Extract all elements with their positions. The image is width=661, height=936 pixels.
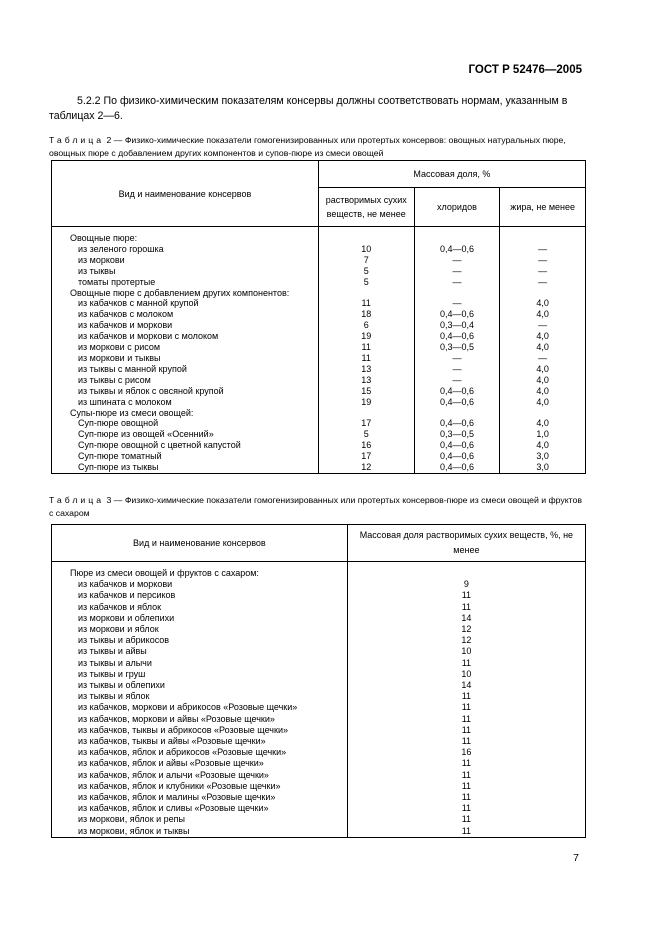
table2-cell-fat: 3,0 xyxy=(500,451,586,462)
table3-caption-text: 3 — Физико-химические показатели гомогенизированных или протертых консервов-пюре из смеси овощей и фруктов с сахаром xyxy=(49,495,582,518)
table2-row xyxy=(52,397,586,408)
table3-cell-value: 9 xyxy=(347,579,585,590)
table2-cell-chlorides: 0,4—0,6 xyxy=(414,418,500,429)
table3-cell-value: 10 xyxy=(347,646,585,657)
table2-row xyxy=(52,255,586,266)
table3-row xyxy=(52,669,586,680)
table3-cell-value xyxy=(347,568,585,579)
table2-cell-fat: 4,0 xyxy=(500,440,586,451)
table3-cell-value: 16 xyxy=(347,747,585,758)
table2-col-chlorides: хлоридов xyxy=(414,188,500,227)
table2-cell-solids: 5 xyxy=(318,266,414,277)
table2-cell-name: Суп-пюре овощной с цветной капустой xyxy=(52,440,319,451)
table2-cell-chlorides: — xyxy=(414,375,500,386)
table2-cell-solids: 19 xyxy=(318,331,414,342)
table2-cell-solids: 7 xyxy=(318,255,414,266)
table3-caption xyxy=(49,494,587,520)
table3-row xyxy=(52,635,586,646)
table2-cell-solids: 13 xyxy=(318,375,414,386)
table2-cell-chlorides xyxy=(414,288,500,299)
table3-cell-value: 11 xyxy=(347,770,585,781)
table2-cell-fat: — xyxy=(500,244,586,255)
table2-caption-text: 2 — Физико-химические показатели гомогенизированных или протертых консервов: овощных натуральных пюре, овощных пюре с добавлением других компонентов и супов-пюре из смеси овощей xyxy=(49,135,566,158)
table2-cell-name: из зеленого горошка xyxy=(52,244,319,255)
table3-cell-value: 11 xyxy=(347,826,585,838)
table2-row xyxy=(52,451,586,462)
table3-row xyxy=(52,758,586,769)
table3-cell-name: из кабачков, тыквы и айвы «Розовые щечки» xyxy=(52,736,348,747)
table2-caption-lead: Таблица xyxy=(49,135,105,145)
table2-cell-fat: 4,0 xyxy=(500,298,586,309)
table3-cell-name: из кабачков, тыквы и абрикосов «Розовые щечки» xyxy=(52,725,348,736)
intro-paragraph: 5.2.2 По физико-химическим показателям консервы должны соответствовать нормам, указанным в таблицах 2—6. xyxy=(49,95,568,122)
table3-cell-value: 14 xyxy=(347,613,585,624)
table2-cell-fat: — xyxy=(500,255,586,266)
table3-cell-value: 11 xyxy=(347,814,585,825)
table3-cell-name: из тыквы и груш xyxy=(52,669,348,680)
table2-col-group: Массовая доля, % xyxy=(318,161,585,188)
table2-cell-chlorides: 0,4—0,6 xyxy=(414,440,500,451)
table2-cell-solids: 11 xyxy=(318,342,414,353)
table2-cell-fat: 1,0 xyxy=(500,429,586,440)
table3-row xyxy=(52,792,586,803)
table2-cell-name: из тыквы и яблок с овсяной крупой xyxy=(52,386,319,397)
table2-row xyxy=(52,429,586,440)
table3-row xyxy=(52,646,586,657)
table3-cell-name: из кабачков и персиков xyxy=(52,590,348,601)
table2-cell-name: из тыквы с рисом xyxy=(52,375,319,386)
table2-cell-solids: 11 xyxy=(318,353,414,364)
table2-group-row xyxy=(52,233,586,244)
table2-cell-fat: — xyxy=(500,266,586,277)
table3-cell-name: Пюре из смеси овощей и фруктов с сахаром: xyxy=(52,568,348,579)
table3-col-name: Вид и наименование консервов xyxy=(52,525,348,562)
table2-cell-solids: 15 xyxy=(318,386,414,397)
table2-cell-name: Суп-пюре томатный xyxy=(52,451,319,462)
table2-cell-solids: 13 xyxy=(318,364,414,375)
table3-row xyxy=(52,814,586,825)
table2-cell-chlorides: — xyxy=(414,364,500,375)
table2-body xyxy=(52,227,586,474)
table3-cell-name: из кабачков, яблок и абрикосов «Розовые щечки» xyxy=(52,747,348,758)
table3-cell-name: из моркови, яблок и репы xyxy=(52,814,348,825)
table2-cell-name: из моркови и тыквы xyxy=(52,353,319,364)
table3-cell-name: из тыквы и облепихи xyxy=(52,680,348,691)
table2-cell-chlorides: — xyxy=(414,255,500,266)
table2-col-fat: жира, не менее xyxy=(500,188,586,227)
table2-row xyxy=(52,440,586,451)
table2-cell-chlorides: 0,4—0,6 xyxy=(414,451,500,462)
table2-cell-solids: 19 xyxy=(318,397,414,408)
table3-row xyxy=(52,781,586,792)
table2-row xyxy=(52,266,586,277)
table2-cell-name: из тыквы с манной крупой xyxy=(52,364,319,375)
table2-cell-solids: 16 xyxy=(318,440,414,451)
table2-cell-solids: 5 xyxy=(318,277,414,288)
table3-col-value: Массовая доля растворимых сухих веществ, %, не менее xyxy=(347,525,585,562)
table3-row xyxy=(52,602,586,613)
table2-cell-chlorides: 0,4—0,6 xyxy=(414,331,500,342)
table3-body xyxy=(52,562,586,838)
table2-cell-chlorides: 0,4—0,6 xyxy=(414,244,500,255)
table3-row xyxy=(52,691,586,702)
table2-cell-chlorides: — xyxy=(414,266,500,277)
table2-cell-name: из кабачков с манной крупой xyxy=(52,298,319,309)
table2-cell-fat: — xyxy=(500,353,586,364)
table3-cell-value: 11 xyxy=(347,758,585,769)
table3-cell-value: 11 xyxy=(347,736,585,747)
table2-row xyxy=(52,342,586,353)
table2-cell-solids: 5 xyxy=(318,429,414,440)
table2-cell-name: из моркови с рисом xyxy=(52,342,319,353)
table2-cell-name: Суп-пюре из овощей «Осенний» xyxy=(52,429,319,440)
table3-cell-value: 10 xyxy=(347,669,585,680)
table3-cell-name: из моркови, яблок и тыквы xyxy=(52,826,348,838)
table3-cell-name: из кабачков и моркови xyxy=(52,579,348,590)
table3-row xyxy=(52,770,586,781)
table2-cell-name: томаты протертые xyxy=(52,277,319,288)
table2-cell-chlorides: 0,4—0,6 xyxy=(414,309,500,320)
table2-cell-name: Суп-пюре из тыквы xyxy=(52,462,319,473)
table3-row xyxy=(52,579,586,590)
table2-row xyxy=(52,320,586,331)
page-number: 7 xyxy=(573,852,579,864)
table3-cell-name: из кабачков, яблок и сливы «Розовые щечки» xyxy=(52,803,348,814)
table3-row xyxy=(52,826,586,838)
table3-row xyxy=(52,658,586,669)
table2-row xyxy=(52,353,586,364)
table3-cell-name: из моркови и яблок xyxy=(52,624,348,635)
table2-row xyxy=(52,418,586,429)
table2-cell-fat xyxy=(500,408,586,419)
table2-cell-name: из кабачков и моркови с молоком xyxy=(52,331,319,342)
table2-cell-name: Супы-пюре из смеси овощей: xyxy=(52,408,319,419)
table2-cell-name: из кабачков и моркови xyxy=(52,320,319,331)
table2-cell-solids: 11 xyxy=(318,298,414,309)
table2-cell-chlorides: 0,3—0,5 xyxy=(414,429,500,440)
table3-row xyxy=(52,702,586,713)
table3-cell-value: 11 xyxy=(347,602,585,613)
document-id: ГОСТ Р 52476—2005 xyxy=(468,64,582,76)
table2-cell-fat: 4,0 xyxy=(500,364,586,375)
table3-cell-value: 11 xyxy=(347,725,585,736)
table3-cell-value: 11 xyxy=(347,691,585,702)
table2-cell-name: из кабачков с молоком xyxy=(52,309,319,320)
table3-cell-name: из тыквы и абрикосов xyxy=(52,635,348,646)
table2-row xyxy=(52,298,586,309)
table2-cell-chlorides: 0,3—0,4 xyxy=(414,320,500,331)
table2-cell-fat: 4,0 xyxy=(500,418,586,429)
table2-cell-name: Суп-пюре овощной xyxy=(52,418,319,429)
table2-cell-fat: — xyxy=(500,320,586,331)
table2-cell-fat: 4,0 xyxy=(500,309,586,320)
table3 xyxy=(51,524,586,838)
table2-cell-chlorides: 0,4—0,6 xyxy=(414,462,500,473)
table2-cell-fat: 4,0 xyxy=(500,342,586,353)
table2-row xyxy=(52,364,586,375)
table3-caption-lead: Таблица xyxy=(49,495,105,505)
table2-cell-fat: 3,0 xyxy=(500,462,586,473)
table3-cell-value: 11 xyxy=(347,702,585,713)
table3-row xyxy=(52,613,586,624)
table3-row xyxy=(52,624,586,635)
table3-cell-name: из кабачков, яблок и айвы «Розовые щечки» xyxy=(52,758,348,769)
table2-cell-fat: — xyxy=(500,277,586,288)
table3-group-row xyxy=(52,568,586,579)
table3-cell-value: 11 xyxy=(347,781,585,792)
table3-cell-name: из кабачков, яблок и клубники «Розовые щечки» xyxy=(52,781,348,792)
table3-cell-name: из тыквы и алычи xyxy=(52,658,348,669)
table3-cell-value: 11 xyxy=(347,792,585,803)
table2-cell-chlorides xyxy=(414,233,500,244)
table2-cell-solids xyxy=(318,408,414,419)
table2-cell-solids: 17 xyxy=(318,451,414,462)
table2-cell-solids xyxy=(318,233,414,244)
table2-cell-solids: 6 xyxy=(318,320,414,331)
table2-row xyxy=(52,386,586,397)
table2-cell-chlorides: — xyxy=(414,353,500,364)
table2-cell-chlorides: 0,4—0,6 xyxy=(414,386,500,397)
table2-cell-fat: 4,0 xyxy=(500,386,586,397)
table3-cell-name: из моркови и облепихи xyxy=(52,613,348,624)
table3-row xyxy=(52,714,586,725)
table2-cell-fat: 4,0 xyxy=(500,331,586,342)
table2-col-name: Вид и наименование консервов xyxy=(52,161,319,227)
table2-cell-solids: 18 xyxy=(318,309,414,320)
table3-row xyxy=(52,747,586,758)
table2-cell-name: из моркови xyxy=(52,255,319,266)
table2 xyxy=(51,160,586,474)
table2-cell-fat xyxy=(500,288,586,299)
table3-cell-name: из кабачков, моркови и абрикосов «Розовые щечки» xyxy=(52,702,348,713)
table2-cell-chlorides: 0,3—0,5 xyxy=(414,342,500,353)
table2-cell-solids: 17 xyxy=(318,418,414,429)
table3-cell-value: 11 xyxy=(347,658,585,669)
table2-row xyxy=(52,462,586,473)
table3-cell-name: из тыквы и яблок xyxy=(52,691,348,702)
table3-cell-name: из кабачков, моркови и айвы «Розовые щечки» xyxy=(52,714,348,725)
table3-row xyxy=(52,736,586,747)
table3-cell-name: из кабачков, яблок и алычи «Розовые щечки» xyxy=(52,770,348,781)
table2-cell-name: Овощные пюре с добавлением других компонентов: xyxy=(52,288,319,299)
table3-row xyxy=(52,680,586,691)
table3-cell-value: 11 xyxy=(347,714,585,725)
table2-cell-chlorides: 0,4—0,6 xyxy=(414,397,500,408)
table2-cell-chlorides: — xyxy=(414,298,500,309)
table2-row xyxy=(52,244,586,255)
table3-cell-value: 14 xyxy=(347,680,585,691)
table2-col-solids: растворимых сухих веществ, не менее xyxy=(318,188,414,227)
table2-group-row xyxy=(52,408,586,419)
table2-cell-name: из тыквы xyxy=(52,266,319,277)
table2-row xyxy=(52,277,586,288)
table2-cell-fat: 4,0 xyxy=(500,375,586,386)
table2-cell-chlorides xyxy=(414,408,500,419)
table2-cell-solids: 12 xyxy=(318,462,414,473)
table3-cell-value: 12 xyxy=(347,624,585,635)
table2-cell-chlorides: — xyxy=(414,277,500,288)
table3-cell-value: 11 xyxy=(347,590,585,601)
table2-group-row xyxy=(52,288,586,299)
table3-cell-name: из кабачков, яблок и малины «Розовые щечки» xyxy=(52,792,348,803)
table3-row xyxy=(52,803,586,814)
table2-cell-fat xyxy=(500,233,586,244)
table2-cell-name: из шпината с молоком xyxy=(52,397,319,408)
table2-row xyxy=(52,309,586,320)
table2-cell-name: Овощные пюре: xyxy=(52,233,319,244)
table2-row xyxy=(52,331,586,342)
table3-cell-name: из кабачков и яблок xyxy=(52,602,348,613)
table2-cell-solids xyxy=(318,288,414,299)
table2-cell-fat: 4,0 xyxy=(500,397,586,408)
table3-cell-name: из тыквы и айвы xyxy=(52,646,348,657)
table2-cell-solids: 10 xyxy=(318,244,414,255)
table3-cell-value: 11 xyxy=(347,803,585,814)
table3-row xyxy=(52,725,586,736)
table3-cell-value: 12 xyxy=(347,635,585,646)
table2-caption xyxy=(49,134,587,160)
table3-row xyxy=(52,590,586,601)
table2-row xyxy=(52,375,586,386)
